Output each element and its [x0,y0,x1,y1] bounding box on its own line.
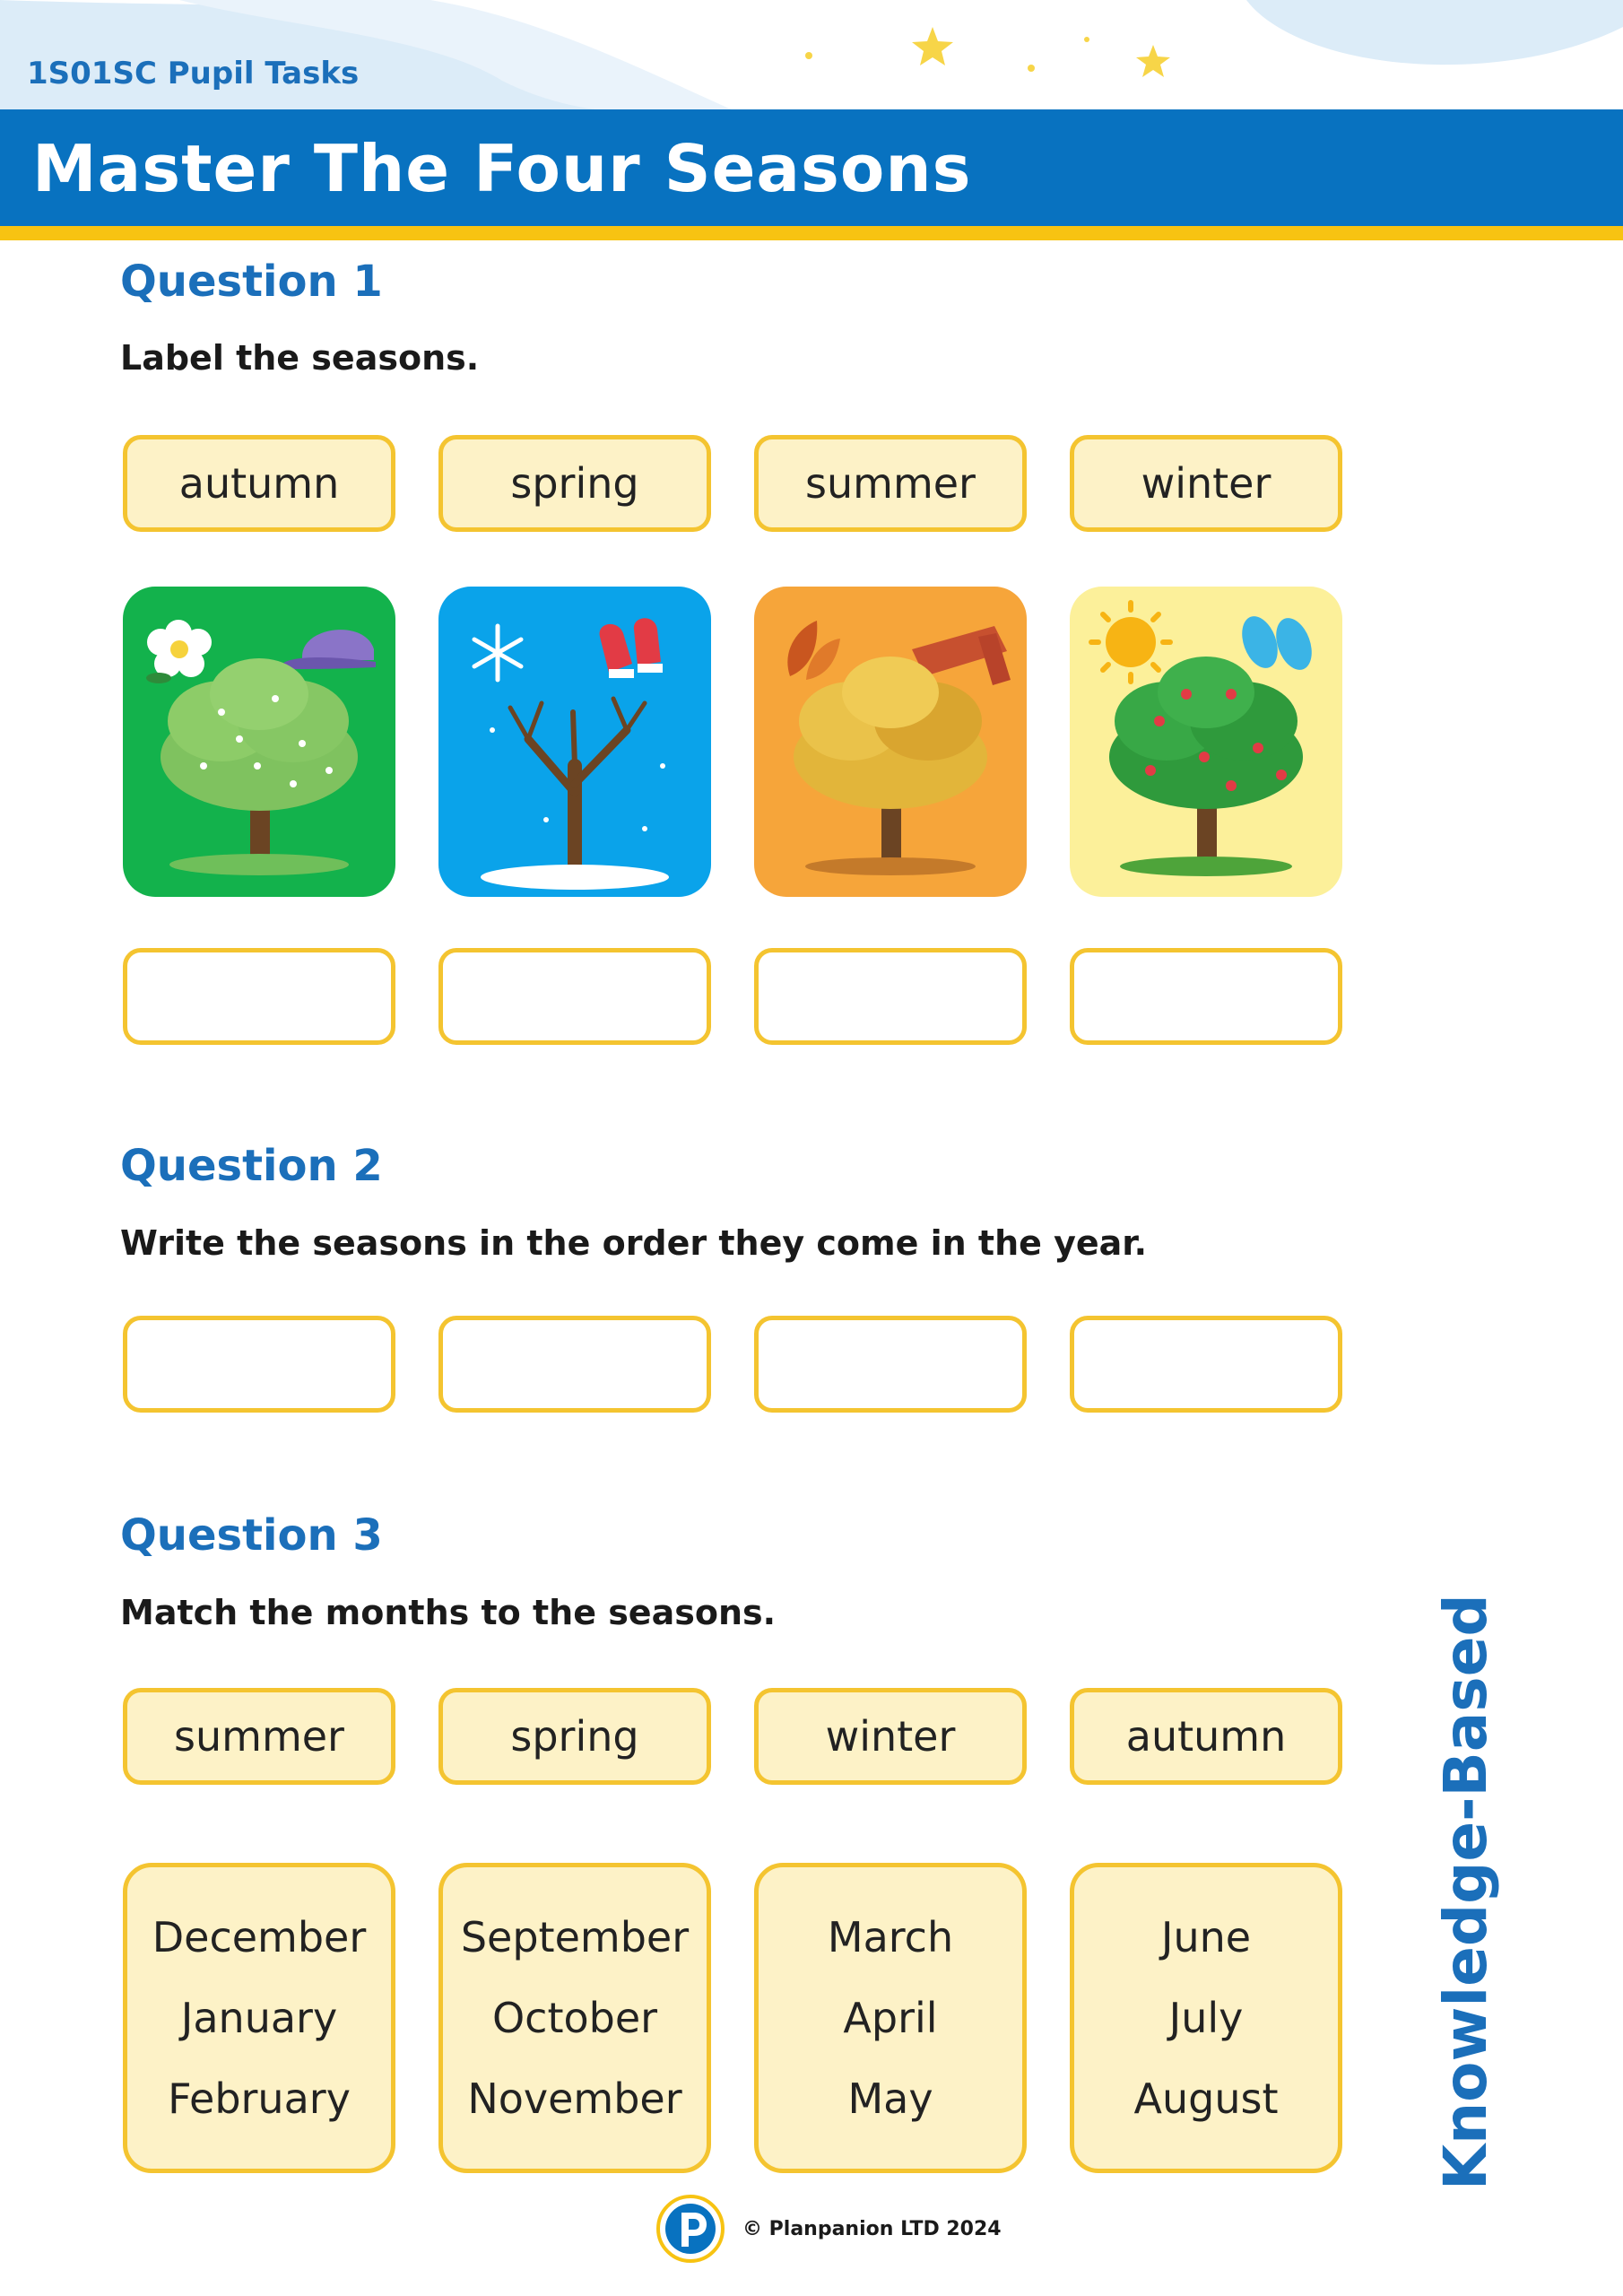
word-card-label: winter [1141,459,1271,508]
knowledge-based-label: Knowledge-Based [1431,1594,1500,2190]
word-card[interactable] [754,1688,1027,1785]
month-group-card[interactable] [754,1863,1027,2173]
word-card-label: spring [510,459,639,508]
course-code: 1S01SC Pupil Tasks [27,56,360,91]
word-card-label: autumn [178,459,340,508]
answer-box[interactable] [1070,948,1342,1045]
month-label: September [460,1913,690,1961]
month-label: May [847,2074,933,2123]
month-label: April [843,1994,938,2042]
answer-box[interactable] [754,948,1027,1045]
dot-decoration [805,52,812,59]
word-card[interactable] [438,1688,711,1785]
month-group-card[interactable] [123,1863,395,2173]
question-1-heading: Question 1 [120,257,383,307]
month-label: June [1160,1913,1252,1961]
month-label: December [152,1913,367,1961]
month-label: August [1133,2074,1279,2123]
title-banner [0,109,1623,240]
month-label: July [1168,1994,1244,2042]
planpanion-logo-icon [656,2195,725,2263]
answer-box[interactable] [123,1316,395,1413]
word-card[interactable] [1070,435,1342,532]
footer [656,2195,1002,2263]
word-card-label: winter [825,1712,956,1761]
word-card[interactable] [1070,1688,1342,1785]
month-group-card[interactable] [1070,1863,1342,2173]
answer-box[interactable] [438,1316,711,1413]
question-1-instruction: Label the seasons. [120,338,480,378]
word-card[interactable] [123,435,395,532]
dot-decoration [1028,65,1035,72]
month-label: November [467,2074,682,2123]
word-card-label: summer [174,1712,344,1761]
month-label: March [827,1913,954,1961]
word-card[interactable] [754,435,1027,532]
answer-box[interactable] [754,1316,1027,1413]
answer-box[interactable] [1070,1316,1342,1413]
copyright-text: © Planpanion LTD 2024 [742,2217,1002,2240]
question-2-instruction: Write the seasons in the order they come in the year. [120,1223,1148,1263]
winter-tree-picture [438,587,711,897]
answer-box[interactable] [123,948,395,1045]
summer-tree-picture [1070,587,1342,897]
word-card-label: summer [805,459,976,508]
page-title: Master The Four Seasons [32,131,972,206]
autumn-tree-picture [754,587,1027,897]
month-label: February [168,2074,351,2123]
spring-tree-picture [123,587,395,897]
dot-decoration [1084,37,1089,42]
question-3-instruction: Match the months to the seasons. [120,1593,777,1632]
month-group-card[interactable] [438,1863,711,2173]
word-card[interactable] [123,1688,395,1785]
word-card[interactable] [438,435,711,532]
word-card-label: autumn [1125,1712,1287,1761]
month-label: October [491,1994,658,2042]
question-3-heading: Question 3 [120,1510,383,1561]
month-label: January [180,1994,338,2042]
question-2-heading: Question 2 [120,1141,383,1191]
word-card-label: spring [510,1712,639,1761]
answer-box[interactable] [438,948,711,1045]
